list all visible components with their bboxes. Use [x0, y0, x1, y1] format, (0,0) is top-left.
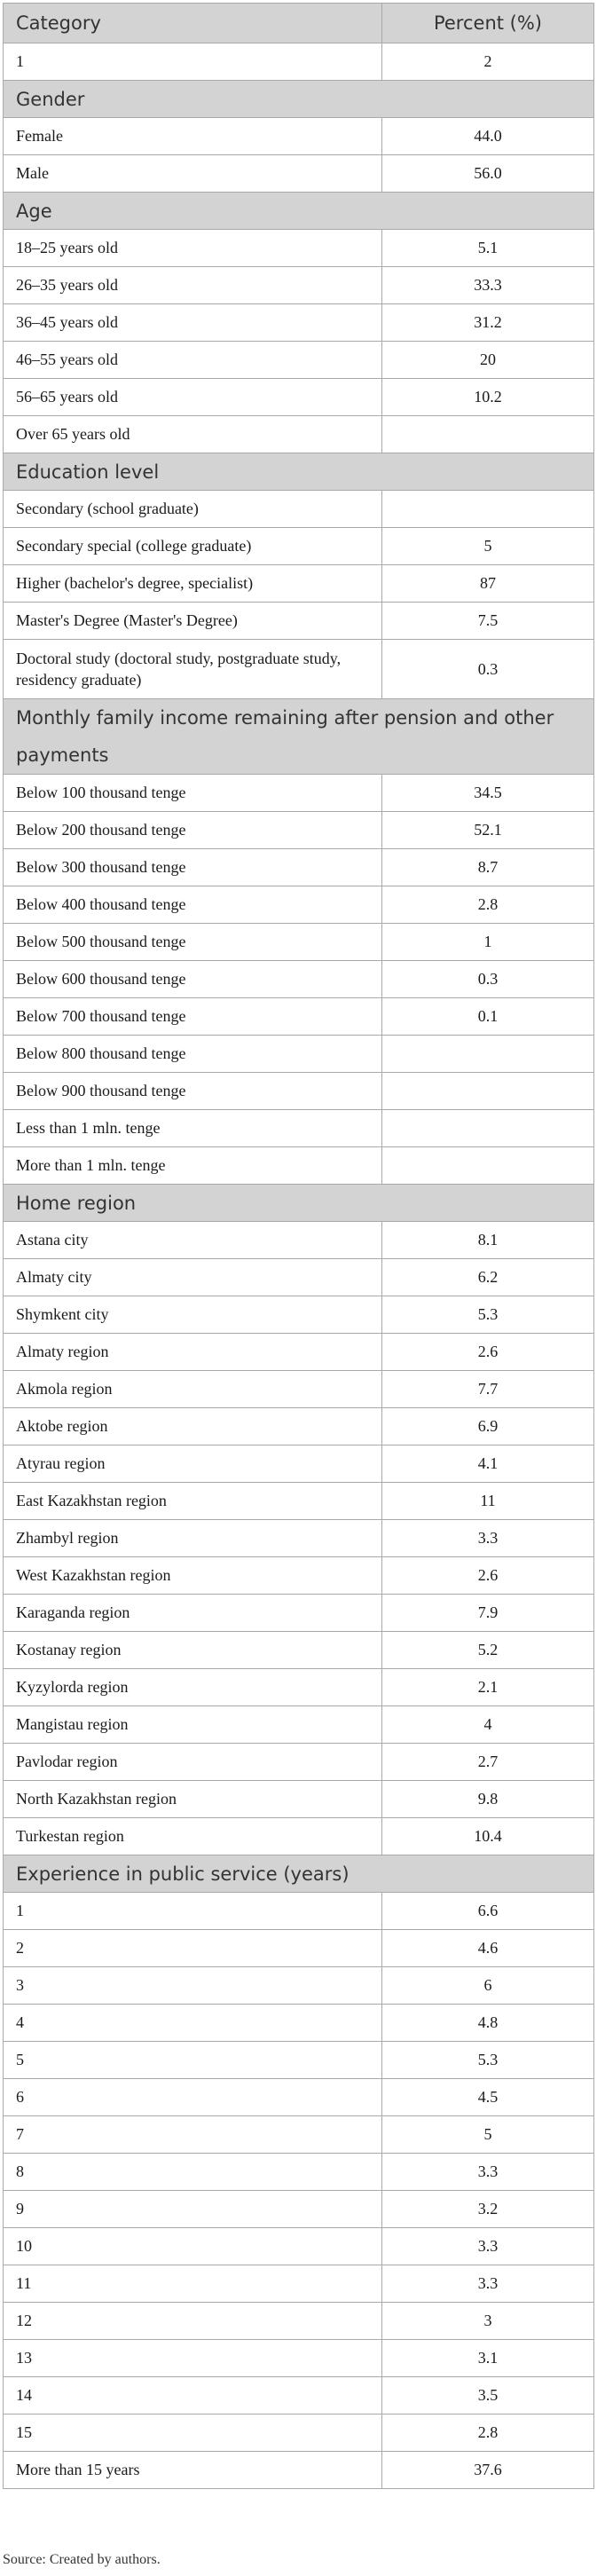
row-value: 31.2 — [382, 304, 594, 342]
table-row — [4, 2377, 594, 2415]
row-value: 3.3 — [382, 2154, 594, 2191]
row-label: Higher (bachelor's degree, specialist) — [4, 565, 382, 603]
row-value: 0.3 — [382, 640, 594, 699]
source-note: Source: Created by authors. — [3, 2552, 161, 2567]
table-row — [4, 1408, 594, 1446]
row-label: Master's Degree (Master's Degree) — [4, 603, 382, 640]
row-value: 2.6 — [382, 1334, 594, 1371]
row-label: 8 — [4, 2154, 382, 2191]
row-label: 7 — [4, 2116, 382, 2154]
row-value: 6.2 — [382, 1259, 594, 1296]
row-value: 8.7 — [382, 849, 594, 886]
row-label: Secondary special (college graduate) — [4, 528, 382, 565]
row-value: 5 — [382, 2116, 594, 2154]
index-category: 1 — [4, 43, 382, 81]
row-label: Almaty region — [4, 1334, 382, 1371]
row-label: Turkestan region — [4, 1818, 382, 1855]
row-label: Below 900 thousand tenge — [4, 1073, 382, 1110]
table-row — [4, 2154, 594, 2191]
section-row — [4, 193, 594, 230]
table-row — [4, 849, 594, 886]
row-value — [382, 1036, 594, 1073]
table-row — [4, 1110, 594, 1147]
row-label: 56–65 years old — [4, 379, 382, 416]
table-row — [4, 304, 594, 342]
demographics-table — [3, 3, 594, 2489]
row-value: 3.2 — [382, 2191, 594, 2228]
row-value — [382, 416, 594, 453]
row-value: 3.3 — [382, 1520, 594, 1557]
row-label: Over 65 years old — [4, 416, 382, 453]
row-value: 3.5 — [382, 2377, 594, 2415]
table-row — [4, 267, 594, 304]
row-value: 5.2 — [382, 1632, 594, 1669]
table-row — [4, 2452, 594, 2489]
row-value: 5.1 — [382, 230, 594, 267]
row-label: 6 — [4, 2079, 382, 2116]
row-label: Below 600 thousand tenge — [4, 961, 382, 998]
row-value: 10.4 — [382, 1818, 594, 1855]
row-label: Below 500 thousand tenge — [4, 924, 382, 961]
table-row — [4, 1893, 594, 1930]
row-value: 4.8 — [382, 2005, 594, 2042]
row-label: Shymkent city — [4, 1296, 382, 1334]
row-value — [382, 1073, 594, 1110]
index-percent: 2 — [382, 43, 594, 81]
table-row — [4, 1930, 594, 1967]
row-value — [382, 491, 594, 528]
row-label: Below 100 thousand tenge — [4, 775, 382, 812]
table-row — [4, 1781, 594, 1818]
row-label: 2 — [4, 1930, 382, 1967]
row-label: Pavlodar region — [4, 1744, 382, 1781]
row-label: 11 — [4, 2265, 382, 2303]
row-value: 56.0 — [382, 155, 594, 193]
row-label: Doctoral study (doctoral study, postgraduate study, residency graduate) — [4, 640, 382, 699]
table-row — [4, 379, 594, 416]
row-label: 46–55 years old — [4, 342, 382, 379]
row-label: More than 1 mln. tenge — [4, 1147, 382, 1185]
row-label: 3 — [4, 1967, 382, 2005]
table-row — [4, 2191, 594, 2228]
table-row — [4, 2303, 594, 2340]
row-value: 7.9 — [382, 1595, 594, 1632]
section-row — [4, 81, 594, 118]
row-value: 2.7 — [382, 1744, 594, 1781]
row-value: 7.7 — [382, 1371, 594, 1408]
row-value: 34.5 — [382, 775, 594, 812]
row-label: Below 400 thousand tenge — [4, 886, 382, 924]
table-row — [4, 230, 594, 267]
section-title: Age — [4, 193, 594, 230]
section-row — [4, 1855, 594, 1893]
row-value: 4.5 — [382, 2079, 594, 2116]
section-title: Home region — [4, 1185, 594, 1222]
header-percent: Percent (%) — [382, 4, 594, 43]
row-value: 1 — [382, 924, 594, 961]
row-label: More than 15 years — [4, 2452, 382, 2489]
row-value: 8.1 — [382, 1222, 594, 1259]
row-value: 4.6 — [382, 1930, 594, 1967]
table-row — [4, 1334, 594, 1371]
row-label: North Kazakhstan region — [4, 1781, 382, 1818]
row-label: Mangistau region — [4, 1706, 382, 1744]
row-label: Aktobe region — [4, 1408, 382, 1446]
table-row — [4, 1036, 594, 1073]
row-label: 5 — [4, 2042, 382, 2079]
table-row — [4, 118, 594, 155]
row-value: 4 — [382, 1706, 594, 1744]
row-label: 10 — [4, 2228, 382, 2265]
row-value: 11 — [382, 1483, 594, 1520]
row-label: 26–35 years old — [4, 267, 382, 304]
table-row — [4, 1147, 594, 1185]
row-value: 20 — [382, 342, 594, 379]
table-row — [4, 1744, 594, 1781]
table-row — [4, 1706, 594, 1744]
row-label: West Kazakhstan region — [4, 1557, 382, 1595]
row-value: 5.3 — [382, 2042, 594, 2079]
section-title: Monthly family income remaining after pension and other payments — [4, 699, 594, 775]
row-label: Secondary (school graduate) — [4, 491, 382, 528]
row-value: 10.2 — [382, 379, 594, 416]
row-value: 2.1 — [382, 1669, 594, 1706]
row-value: 33.3 — [382, 267, 594, 304]
row-label: Akmola region — [4, 1371, 382, 1408]
table-row — [4, 2042, 594, 2079]
table-row — [4, 342, 594, 379]
row-label: East Kazakhstan region — [4, 1483, 382, 1520]
row-label: 1 — [4, 1893, 382, 1930]
row-value: 6.6 — [382, 1893, 594, 1930]
table-container — [3, 3, 593, 2489]
row-value: 3.3 — [382, 2228, 594, 2265]
table-row — [4, 416, 594, 453]
table-row — [4, 603, 594, 640]
table-row — [4, 2228, 594, 2265]
row-label: Female — [4, 118, 382, 155]
row-label: 4 — [4, 2005, 382, 2042]
row-value — [382, 1110, 594, 1147]
row-value: 3.3 — [382, 2265, 594, 2303]
index-row — [4, 43, 594, 81]
row-value: 0.3 — [382, 961, 594, 998]
table-row — [4, 565, 594, 603]
table-row — [4, 961, 594, 998]
table-row — [4, 491, 594, 528]
row-value: 0.1 — [382, 998, 594, 1036]
row-label: Below 700 thousand tenge — [4, 998, 382, 1036]
row-label: Kyzylorda region — [4, 1669, 382, 1706]
row-value: 6.9 — [382, 1408, 594, 1446]
row-value: 44.0 — [382, 118, 594, 155]
table-row — [4, 1296, 594, 1334]
row-value: 3 — [382, 2303, 594, 2340]
section-title: Gender — [4, 81, 594, 118]
table-row — [4, 775, 594, 812]
row-label: Less than 1 mln. tenge — [4, 1110, 382, 1147]
table-row — [4, 2079, 594, 2116]
table-row — [4, 1446, 594, 1483]
row-value: 2.8 — [382, 2415, 594, 2452]
row-label: 12 — [4, 2303, 382, 2340]
table-row — [4, 2005, 594, 2042]
row-value: 37.6 — [382, 2452, 594, 2489]
section-row — [4, 453, 594, 491]
table-row — [4, 1222, 594, 1259]
table-row — [4, 1818, 594, 1855]
row-label: Zhambyl region — [4, 1520, 382, 1557]
row-label: Almaty city — [4, 1259, 382, 1296]
row-value: 87 — [382, 565, 594, 603]
table-row — [4, 1073, 594, 1110]
row-value: 5.3 — [382, 1296, 594, 1334]
table-row — [4, 1595, 594, 1632]
row-label: Astana city — [4, 1222, 382, 1259]
row-label: 36–45 years old — [4, 304, 382, 342]
row-value: 6 — [382, 1967, 594, 2005]
header-row — [4, 4, 594, 43]
table-row — [4, 1967, 594, 2005]
table-row — [4, 1259, 594, 1296]
table-row — [4, 1483, 594, 1520]
row-label: Atyrau region — [4, 1446, 382, 1483]
row-label: Below 300 thousand tenge — [4, 849, 382, 886]
row-label: 18–25 years old — [4, 230, 382, 267]
row-value: 52.1 — [382, 812, 594, 849]
table-row — [4, 998, 594, 1036]
table-row — [4, 1371, 594, 1408]
row-label: Below 800 thousand tenge — [4, 1036, 382, 1073]
table-row — [4, 812, 594, 849]
table-row — [4, 2340, 594, 2377]
table-row — [4, 924, 594, 961]
header-category: Category — [4, 4, 382, 43]
row-value: 2.8 — [382, 886, 594, 924]
section-row — [4, 1185, 594, 1222]
row-value: 5 — [382, 528, 594, 565]
table-row — [4, 1520, 594, 1557]
table-row — [4, 528, 594, 565]
row-label: Karaganda region — [4, 1595, 382, 1632]
table-row — [4, 1632, 594, 1669]
table-row — [4, 1557, 594, 1595]
row-label: 14 — [4, 2377, 382, 2415]
section-row — [4, 699, 594, 775]
table-row — [4, 2415, 594, 2452]
row-value: 4.1 — [382, 1446, 594, 1483]
row-label: Below 200 thousand tenge — [4, 812, 382, 849]
row-label: 15 — [4, 2415, 382, 2452]
row-label: 9 — [4, 2191, 382, 2228]
row-value: 9.8 — [382, 1781, 594, 1818]
row-value — [382, 1147, 594, 1185]
table-row — [4, 2265, 594, 2303]
table-row — [4, 1669, 594, 1706]
table-row — [4, 640, 594, 699]
section-title: Experience in public service (years) — [4, 1855, 594, 1893]
table-row — [4, 155, 594, 193]
table-row — [4, 886, 594, 924]
row-label: Kostanay region — [4, 1632, 382, 1669]
row-value: 3.1 — [382, 2340, 594, 2377]
row-value: 2.6 — [382, 1557, 594, 1595]
row-label: Male — [4, 155, 382, 193]
table-row — [4, 2116, 594, 2154]
section-title: Education level — [4, 453, 594, 491]
row-value: 7.5 — [382, 603, 594, 640]
row-label: 13 — [4, 2340, 382, 2377]
